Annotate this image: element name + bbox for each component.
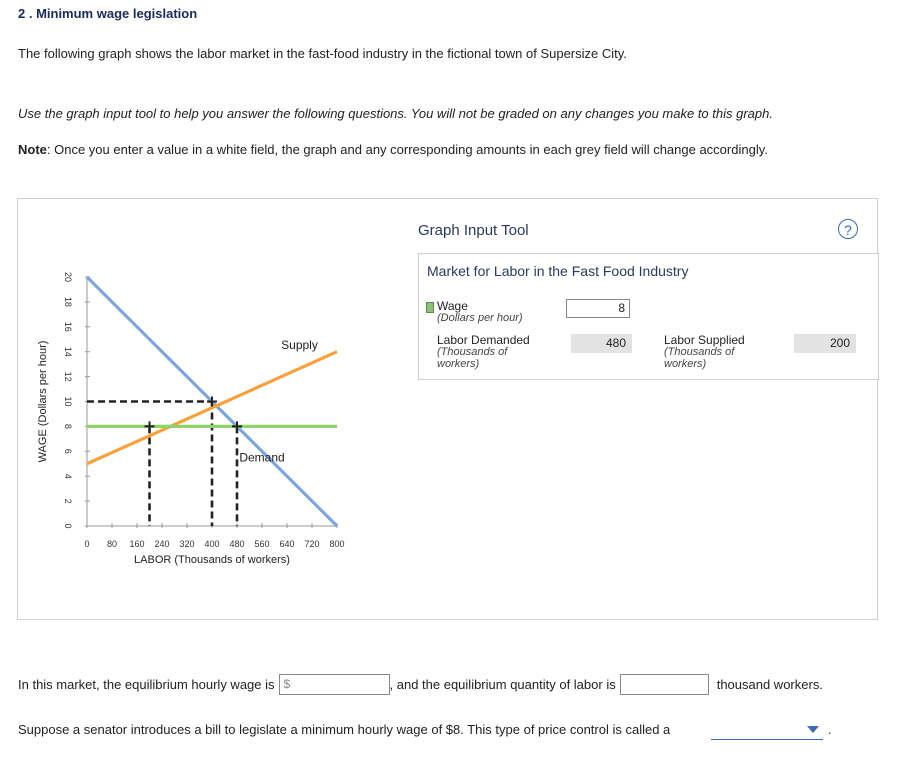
- x-tick-label: 400: [204, 539, 220, 549]
- wage-unit: (Dollars per hour): [437, 312, 523, 324]
- labor-demanded-value: 480: [571, 334, 632, 353]
- y-tick-label: 18: [63, 296, 73, 307]
- chevron-down-icon: [807, 726, 819, 733]
- demand-label: Demand: [239, 450, 285, 465]
- q2-end: .: [828, 722, 832, 737]
- y-tick-label: 8: [63, 423, 73, 429]
- supply-label: Supply: [281, 338, 318, 353]
- x-tick-label: 720: [304, 539, 320, 549]
- quantity-supplied-point: [145, 421, 155, 431]
- x-tick-label: 560: [254, 539, 270, 549]
- x-axis-title: LABOR (Thousands of workers): [134, 554, 290, 566]
- graph-input-tool-title: Graph Input Tool: [418, 222, 529, 239]
- wage-legend-swatch: [426, 302, 434, 313]
- price-control-question: Suppose a senator introduces a bill to legislate a minimum hourly wage of $8. This type of price control is called a: [18, 722, 671, 737]
- x-tick-label: 0: [84, 539, 90, 549]
- y-tick-label: 14: [63, 346, 73, 357]
- y-tick-label: 6: [63, 448, 73, 454]
- intro-text: The following graph shows the labor market in the fast-food industry in the fictional town of Supersize City.: [18, 46, 627, 61]
- equilibrium-question: [18, 674, 823, 695]
- price-control-dropdown[interactable]: [711, 722, 823, 740]
- y-tick-label: 2: [63, 498, 73, 504]
- help-icon[interactable]: ?: [838, 219, 858, 239]
- q1-middle: , and the equilibrium quantity of labor is: [389, 677, 616, 692]
- x-tick-label: 800: [329, 539, 345, 549]
- y-tick-label: 12: [63, 371, 73, 382]
- labor-supplied-label: Labor Supplied: [664, 333, 745, 347]
- q1-after: thousand workers.: [716, 677, 823, 692]
- y-tick-label: 0: [63, 523, 73, 529]
- x-tick-label: 480: [229, 539, 245, 549]
- wage-label: Wage: [437, 299, 468, 313]
- labor-supplied-unit-1: (Thousands of: [664, 346, 735, 358]
- x-tick-label: 240: [154, 539, 170, 549]
- equilibrium-wage-input[interactable]: [279, 674, 390, 695]
- question-title: 2 . Minimum wage legislation: [18, 6, 198, 21]
- equilibrium-quantity-input[interactable]: [620, 674, 709, 695]
- labor-supplied-value: 200: [794, 334, 856, 353]
- labor-demanded-unit-2: workers): [437, 358, 480, 370]
- labor-demanded-label: Labor Demanded: [437, 333, 530, 347]
- y-tick-label: 16: [63, 321, 73, 332]
- labor-supplied-unit-2: workers): [664, 358, 707, 370]
- y-tick-label: 4: [63, 473, 73, 479]
- note-body: : Once you enter a value in a white field, the graph and any corresponding amounts in each grey field will change accordingly.: [46, 142, 768, 157]
- q1-before: In this market, the equilibrium hourly wage is: [18, 677, 275, 692]
- instruction-text: Use the graph input tool to help you answer the following questions. You will not be graded on any changes you make to this graph.: [18, 106, 773, 121]
- y-tick-label: 20: [63, 271, 73, 283]
- note-text: [18, 142, 768, 157]
- labor-market-chart[interactable]: [18, 260, 408, 590]
- currency-symbol: $: [283, 677, 291, 691]
- market-title: Market for Labor in the Fast Food Industry: [427, 263, 689, 279]
- wage-input[interactable]: 8: [566, 299, 630, 318]
- x-tick-label: 320: [179, 539, 195, 549]
- x-tick-label: 640: [279, 539, 295, 549]
- y-axis-title: WAGE (Dollars per hour): [37, 340, 49, 463]
- labor-demanded-unit-1: (Thousands of: [437, 346, 508, 358]
- y-tick-label: 10: [63, 396, 73, 407]
- note-label: Note: [18, 142, 47, 157]
- x-tick-label: 80: [106, 539, 118, 549]
- x-tick-label: 160: [129, 539, 145, 549]
